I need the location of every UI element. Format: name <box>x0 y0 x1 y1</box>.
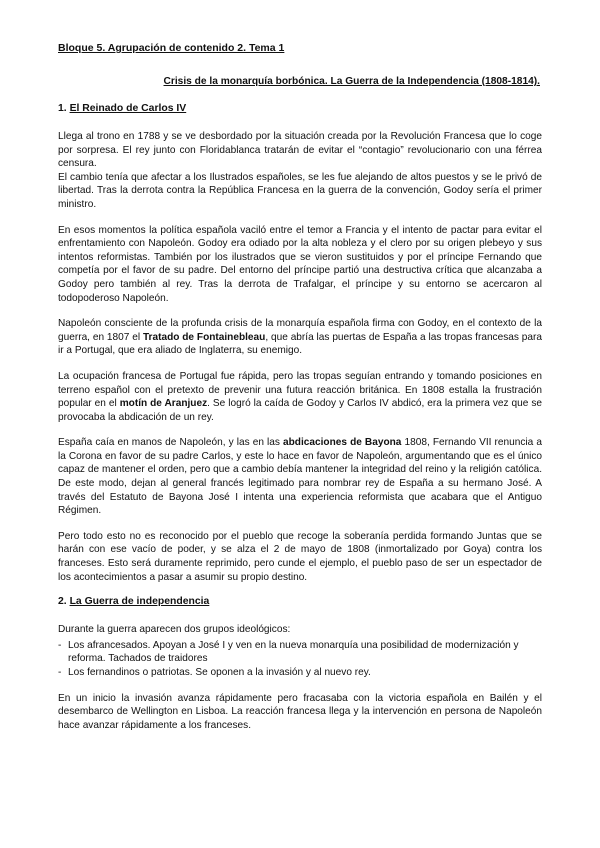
text-run: Pero todo esto no es reconocido por el pueblo que recoge la soberanía perdida formando Juntas que se harán con ese vacío de poder, y se alza el 2 de mayo de 1808 (inmortalizado por Goya) contra los franceses. Esto será duramente reprimido, pero cunde el ejemplo, el pueblo paso de ser un espectador de los acontecimientos a pasar a asumir su propio destino. <box>58 530 542 583</box>
bold-term: motín de Aranjuez <box>119 398 208 410</box>
bold-term: Tratado de Fontainebleau <box>142 331 266 343</box>
section-2-paragraph: En un inicio la invasión avanza rápidamente pero fracasaba con la victoria española en Bailén y el desembarco de Wellington en Lisboa. La reacción francesa llega y la intervención en persona de Napoleón hace avanzar rápidamente a los franceses. <box>58 692 542 731</box>
text-run: La ocupación francesa de Portugal fue rápida, pero las tropas seguían entrando y tomando posiciones en terreno español con el pretexto de prevenir una futura reacción británica. En 1808 estalla la frustración popular en el <box>58 370 542 410</box>
ideological-groups-list <box>58 639 542 680</box>
text-run: Llega al trono en 1788 y se ve desbordado por la situación creada por la Revolución Francesa que lo coge por sorpresa. El rey junto con Floridablanca tratarán de evitar el “contagio” revolucionario con una férrea censura. <box>58 131 542 170</box>
paragraph <box>58 436 542 518</box>
section-1-number: 1. <box>58 103 67 114</box>
paragraph <box>58 317 542 358</box>
list-item: - Los fernandinos o patriotas. Se oponen a la invasión y al nuevo rey. <box>58 667 371 678</box>
dash-bullet: - <box>58 667 62 678</box>
text-run: 1808, Fernando VII renuncia a la Corona en favor de su padre Carlos, y este lo hace en favor de Napoleón, argumentando que es el único capaz de mantener el orden, pero que a cambio debía mantener la integridad del reino y la religión católica. De este modo, dejan al general francés legitimado para nombrar rey de España a su hermano José. A través del Estatuto de Bayona José I intenta una experiencia reformista que acabara que el Antiguo Régimen. <box>58 437 542 517</box>
text-run: . Se logró la caída de Godoy y Carlos IV abdicó, era la primera vez que se provocaba la abdicación de un rey. <box>58 398 542 423</box>
paragraph <box>58 370 542 424</box>
text-run: El cambio tenía que afectar a los Ilustrados españoles, se les fue alejando de altos puestos y se le privó de libertad. Tras la derrota contra la República Francesa en la guerra de la convención, Godoy sería el primer ministro. <box>58 171 542 210</box>
section-1-title: El Reinado de Carlos IV <box>69 103 187 114</box>
paragraph <box>58 224 542 306</box>
section-2-heading <box>58 596 542 607</box>
text-run: Napoleón consciente de la profunda crisis de la monarquía española firma con Godoy, en el contexto de la guerra, en 1807 el <box>58 318 542 343</box>
section-1-body <box>58 130 542 584</box>
bold-term: abdicaciones de Bayona <box>283 437 402 449</box>
paragraph <box>58 130 542 212</box>
document-header: Bloque 5. Agrupación de contenido 2. Tema 1 <box>58 42 285 54</box>
document-title: Crisis de la monarquía borbónica. La Guerra de la Independencia (1808-1814). <box>163 76 540 87</box>
section-2-intro: Durante la guerra aparecen dos grupos ideológicos: <box>58 624 291 636</box>
section-2-title: La Guerra de independencia <box>69 596 210 608</box>
paragraph <box>58 530 542 584</box>
list-item: - Los afrancesados. Apoyan a José I y ven en la nueva monarquía una posibilidad de modernización y reforma. Tachados de traidores <box>58 639 519 665</box>
text-run: , que abría las puertas de España a las tropas francesas para ir a Portugal, que era aliado de Inglaterra, su enemigo. <box>58 331 542 357</box>
section-2-number: 2. <box>58 596 67 608</box>
text-run: En esos momentos la política española vaciló entre el temor a Francia y el intento de pactar para evitar el enfrentamiento con Napoleón. Godoy era odiado por la alta nobleza y el clero por su origen plebeyo y sus intentos reformistas. También por los ilustrados que se vieron sustituidos y por el príncipe Fernando que competía por el favor de su padre. Del entorno del príncipe partió una destructiva crítica que alcanzaba a Godoy pero también al rey. Tras la derrota de Trafalgar, el príncipe y su entorno se acercaron al todopoderoso Napoleón. <box>58 224 542 304</box>
dash-bullet: - <box>58 639 62 651</box>
section-1-heading <box>58 103 542 114</box>
text-run: España caía en manos de Napoleón, y las en las <box>58 437 284 449</box>
